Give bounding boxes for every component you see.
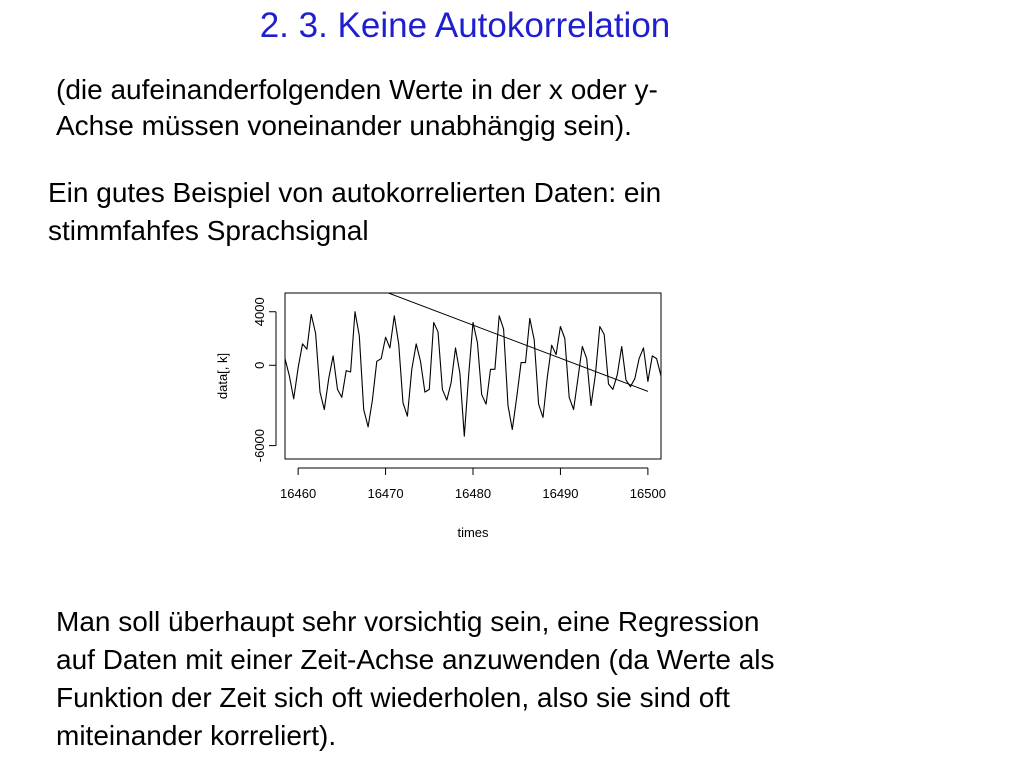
conclusion-line: Man soll überhaupt sehr vorsichtig sein, eine Regression: [56, 606, 760, 637]
x-tick-label: 16480: [454, 486, 492, 501]
conclusion-text: [56, 603, 956, 755]
subtitle-text: [56, 72, 816, 144]
x-axis-label: times: [457, 525, 489, 540]
y-tick-label: -6000: [252, 428, 267, 463]
subtitle-line: Achse müssen voneinander unabhängig sein).: [56, 110, 632, 141]
example-line: stimmfahfes Sprachsignal: [48, 215, 369, 246]
plot-frame: [285, 293, 661, 459]
x-tick-label: 16470: [367, 486, 404, 501]
series-layer: [285, 290, 661, 436]
conclusion-line: auf Daten mit einer Zeit-Achse anzuwenden (da Werte als: [56, 644, 775, 675]
y-tick-label: 0: [252, 361, 267, 369]
signal-line: [285, 312, 661, 437]
x-tick-label: 16500: [629, 486, 666, 501]
y-axis-label: data[, k]: [215, 352, 230, 400]
regression-line: [381, 290, 648, 391]
y-axis: [252, 297, 276, 462]
subtitle-line: (die aufeinanderfolgenden Werte in der x oder y-: [56, 74, 658, 105]
conclusion-line: miteinander korreliert).: [56, 720, 337, 751]
x-tick-label: 16490: [542, 486, 579, 501]
conclusion-line: Funktion der Zeit sich oft wiederholen, also sie sind oft: [56, 682, 730, 713]
x-tick-label: 16460: [280, 486, 317, 501]
autocorrelation-plot: [200, 282, 690, 552]
slide-title: 2. 3. Keine Autokorrelation: [259, 6, 671, 45]
example-text: [48, 174, 828, 250]
example-line: Ein gutes Beispiel von autokorrelierten Daten: ein: [48, 177, 662, 208]
x-axis: [280, 468, 666, 501]
y-tick-label: 4000: [252, 297, 267, 327]
